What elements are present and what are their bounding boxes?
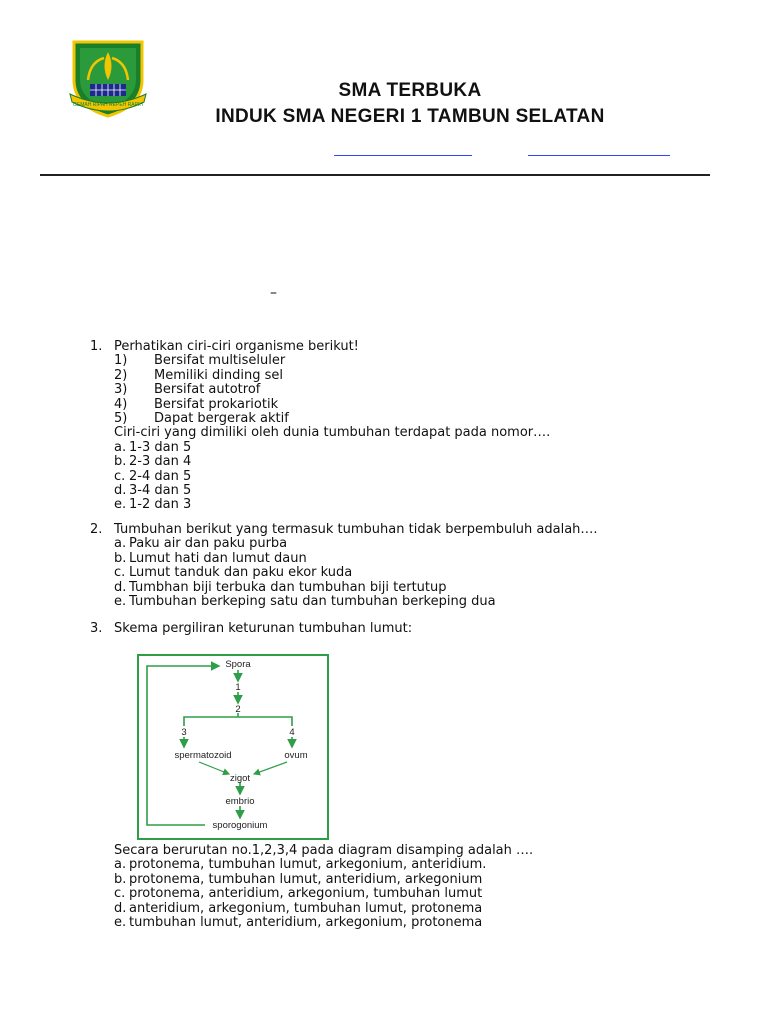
question-prompt: Perhatikan ciri-ciri organisme berikut! [114, 339, 359, 354]
moss-life-cycle-diagram [137, 654, 329, 840]
diagram-label-spora: Spora [225, 659, 251, 670]
diagram-label-4: 4 [289, 727, 295, 738]
question-text: Secara berurutan no.1,2,3,4 pada diagram disamping adalah …. [114, 843, 534, 858]
question-prompt: Skema pergiliran keturunan tumbuhan lumut: [114, 621, 413, 636]
list-item: 4) Bersifat prokariotik [114, 396, 279, 412]
answer-option-a[interactable]: a. protonema, tumbuhan lumut, arkegonium, anteridium. [114, 857, 487, 873]
answer-option-b[interactable]: b. 2-3 dan 4 [114, 454, 192, 470]
answer-option-a[interactable]: a. 1-3 dan 5 [114, 439, 192, 455]
question-2 [90, 523, 598, 609]
answer-option-e[interactable]: e. 1-2 dan 3 [114, 497, 192, 513]
list-item: 3) Bersifat autotrof [114, 382, 261, 398]
question-1 [90, 340, 550, 513]
separator-mark: – [270, 285, 277, 301]
diagram-label-ovum: ovum [284, 750, 308, 761]
blank-underline-2[interactable] [528, 155, 670, 156]
list-item: 1) Bersifat multiseluler [114, 353, 286, 369]
answer-option-c[interactable]: c. 2-4 dan 5 [114, 468, 192, 484]
diagram-label-1: 1 [235, 682, 241, 693]
answer-option-b[interactable]: b. Lumut hati dan lumut daun [114, 550, 307, 566]
answer-option-b[interactable]: b. protonema, tumbuhan lumut, anteridium, arkegonium [114, 871, 483, 887]
question-text: Ciri-ciri yang dimiliki oleh dunia tumbuhan terdapat pada nomor…. [114, 425, 551, 441]
diagram-label-sporogonium: sporogonium [212, 820, 268, 831]
answer-option-d[interactable]: d. anteridium, arkegonium, tumbuhan lumut, protonema [114, 900, 483, 916]
answer-option-e[interactable]: e. tumbuhan lumut, anteridium, arkegonium, protonema [114, 915, 483, 931]
answer-option-d[interactable]: d. Tumbhan biji terbuka dan tumbuhan biji tertutup [114, 579, 447, 595]
logo-motto: GEMAH RIPAH REPEH RAPIH [73, 102, 143, 108]
question-number: 3. [90, 621, 103, 636]
diagram-label-2: 2 [235, 704, 241, 715]
header-divider [40, 174, 710, 176]
answer-option-d[interactable]: d. 3-4 dan 5 [114, 483, 192, 499]
question-3 [90, 844, 533, 930]
answer-option-a[interactable]: a. Paku air dan paku purba [114, 536, 288, 552]
diagram-label-zigot: zigot [229, 773, 251, 784]
list-item: 2) Memiliki dinding sel [114, 367, 283, 383]
school-subtitle: INDUK SMA NEGERI 1 TAMBUN SELATAN [215, 106, 605, 127]
school-logo [68, 36, 148, 120]
answer-option-e[interactable]: e. Tumbuhan berkeping satu dan tumbuhan berkeping dua [114, 594, 496, 610]
diagram-label-3: 3 [181, 727, 187, 738]
question-number: 1. [90, 339, 103, 354]
answer-option-c[interactable]: c. Lumut tanduk dan paku ekor kuda [114, 565, 353, 581]
question-number: 2. [90, 522, 103, 537]
list-item: 5) Dapat bergerak aktif [114, 411, 289, 427]
question-prompt: Tumbuhan berikut yang termasuk tumbuhan tidak berpembuluh adalah…. [114, 522, 598, 537]
diagram-label-spermatozoid: spermatozoid [174, 750, 232, 761]
diagram-label-embrio: embrio [225, 796, 255, 807]
question-3-header [90, 622, 412, 636]
answer-option-c[interactable]: c. protonema, anteridium, arkegonium, tumbuhan lumut [114, 886, 483, 902]
blank-underline-1[interactable] [334, 155, 472, 156]
school-title: SMA TERBUKA [338, 80, 482, 101]
